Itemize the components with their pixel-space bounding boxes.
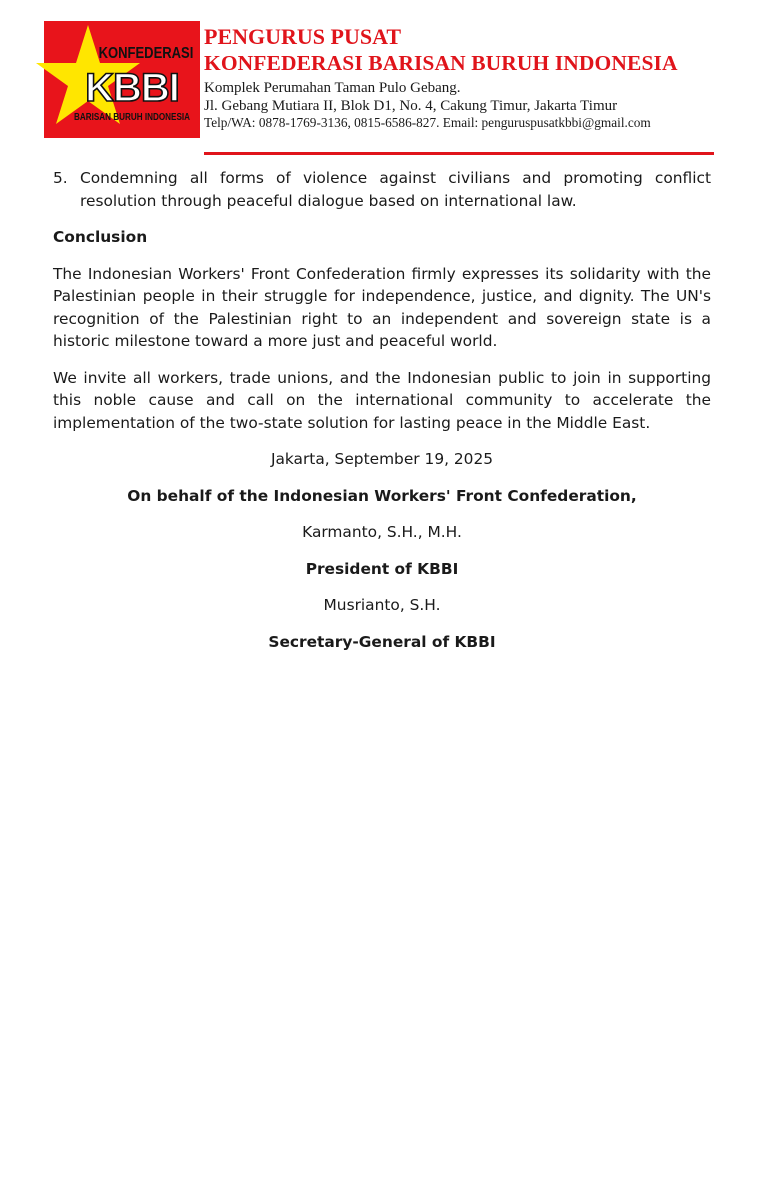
org-title-line1: PENGURUS PUSAT — [204, 24, 402, 49]
conclusion-heading: Conclusion — [53, 228, 148, 246]
logo-bottom-text: BARISAN BURUH INDONESIA — [74, 111, 191, 123]
secretary-name: Musrianto, S.H. — [323, 596, 441, 614]
kbbi-logo — [44, 21, 200, 138]
signature-block — [53, 448, 711, 653]
logo-top-text: KONFEDERASI — [98, 44, 194, 63]
contact-line: Telp/WA: 0878-1769-3136, 0815-6586-827. Email: penguruspusatkbbi@gmail.com — [204, 115, 651, 130]
address-line2: Jl. Gebang Mutiara II, Blok D1, No. 4, Cakung Timur, Jakarta Timur — [204, 98, 618, 114]
president-name: Karmanto, S.H., M.H. — [302, 523, 462, 541]
star-icon — [44, 21, 200, 138]
list-item-number: 5. — [53, 169, 68, 187]
list-item-text: Condemning all forms of violence against civilians and promoting conflict resolution through peaceful dialogue based on international law. — [80, 169, 711, 210]
president-title: President of KBBI — [305, 559, 459, 578]
letterhead-divider — [204, 152, 714, 155]
logo-main-text: KBBI — [85, 66, 179, 110]
place-date: Jakarta, September 19, 2025 — [270, 450, 494, 468]
letter-body — [53, 167, 711, 667]
list-item — [53, 167, 711, 212]
org-title-line2: KONFEDERASI BARISAN BURUH INDONESIA — [204, 51, 678, 75]
secretary-title: Secretary-General of KBBI — [268, 632, 496, 651]
letterhead-text — [204, 23, 714, 131]
address-line1: Komplek Perumahan Taman Pulo Gebang. — [204, 80, 461, 96]
conclusion-paragraph-2: We invite all workers, trade unions, and the Indonesian public to join in supporting this noble cause and call on the international community to accelerate the implementation of the two-state solution for lasting peace in the Middle East. — [53, 368, 711, 432]
letterhead — [44, 21, 714, 139]
on-behalf-line: On behalf of the Indonesian Workers' Front Confederation, — [127, 486, 637, 505]
conclusion-paragraph-1: The Indonesian Workers' Front Confederation firmly expresses its solidarity with the Palestinian people in their struggle for independence, justice, and dignity. The UN's recognition of the Palestinian right to an independent and sovereign state is a historic milestone toward a more just and peaceful world. — [53, 264, 711, 350]
